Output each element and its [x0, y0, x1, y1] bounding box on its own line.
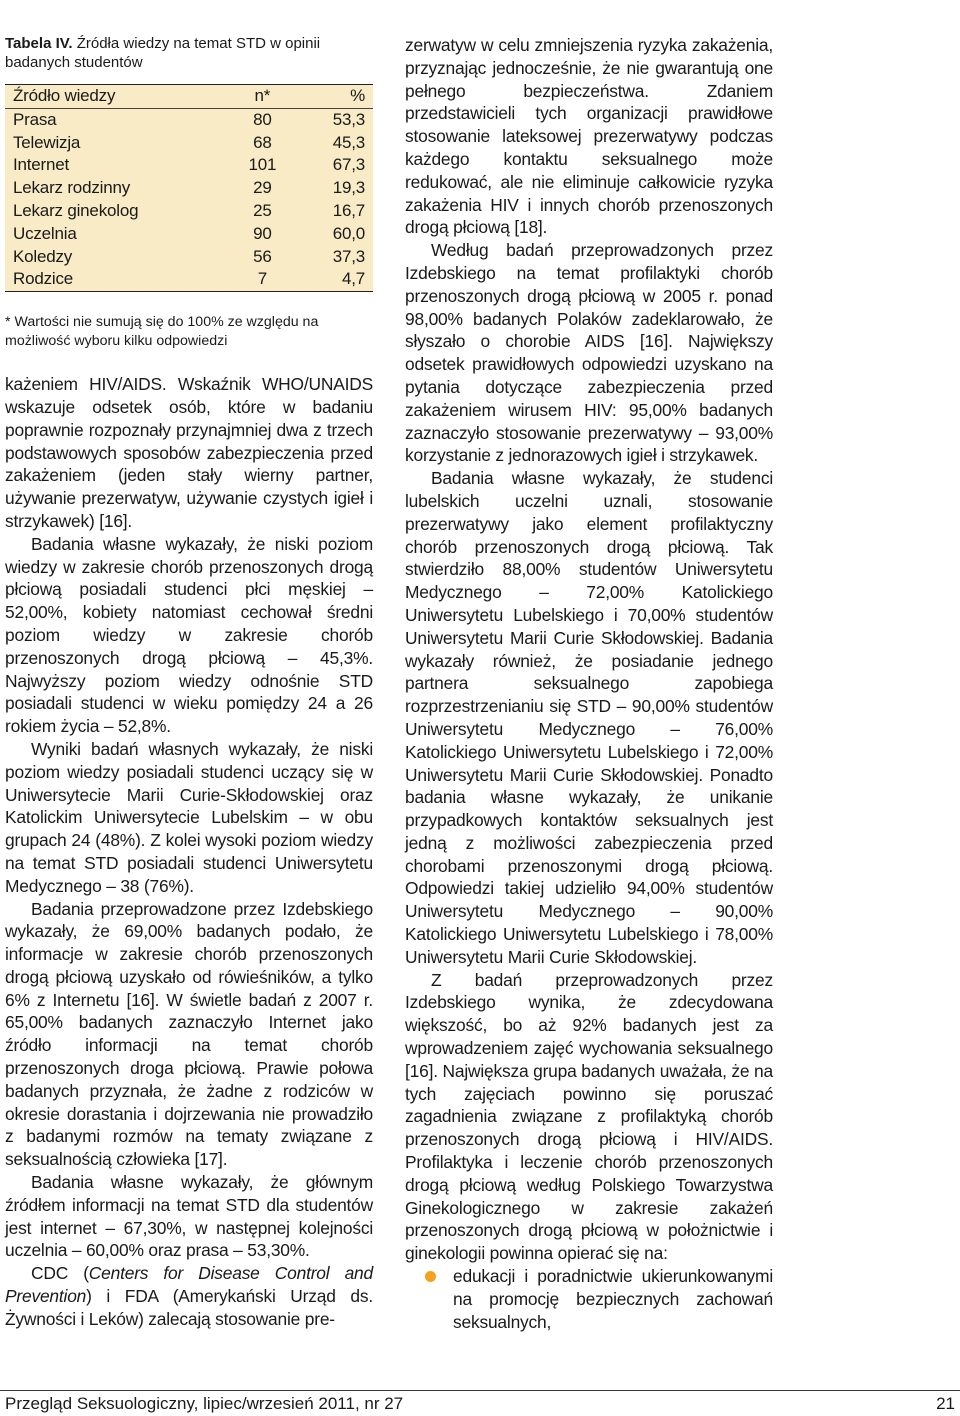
left-column: [5, 34, 373, 1331]
body-paragraph: Badania własne wykazały, że niski poziom wiedzy w zakresie chorób przenoszonych drogą płciową posiadali studenci płci męskiej – 52,00%, kobiety natomiast cechował średni poziom wiedzy w zakresie chorób przenoszonych drogą płciową – 45,3%. Najwyższy poziom wiedzy odnośnie STD posiadali studenci w wieku pomiędzy 24 a 26 rokiem życia – 52,8%.: [5, 533, 373, 737]
count-cell: 68: [253, 132, 272, 152]
count-cell: 7: [257, 269, 267, 289]
page-number: 21: [936, 1394, 955, 1413]
table-row: [5, 154, 373, 177]
count-cell: 90: [253, 223, 272, 243]
body-paragraph: Badania własne wykazały, że głównym źródłem informacji na temat STD dla studentów jest internet – 67,30%, w następnej kolejności uczelnia – 60,00% oraz prasa – 53,30%.: [5, 1172, 373, 1261]
count-cell: 56: [253, 246, 272, 266]
list-item: [405, 1265, 773, 1333]
body-paragraph: każeniem HIV/AIDS. Wskaźnik WHO/UNAIDS wskazuje odsetek osób, które w badaniu poprawnie rozpoznały przynajmniej dwa z trzech podstawowych sposobów zabezpieczenia przed zakażeniem (jeden stały wierny partner, używanie prezerwatyw, używanie czystych igieł i strzykawek) [16].: [5, 374, 373, 531]
source-cell: Rodzice: [13, 269, 74, 289]
source-cell: Lekarz ginekolog: [13, 200, 139, 220]
table-caption-label: Tabela IV.: [5, 35, 73, 52]
table-caption: [5, 34, 373, 72]
percent-cell: 53,3: [332, 109, 365, 129]
count-cell: 80: [253, 109, 272, 129]
page-footer: [0, 1390, 960, 1416]
bullet-list: [405, 1265, 773, 1333]
cdc-text: CDC (: [31, 1263, 89, 1284]
bullet-dot-icon: [425, 1271, 436, 1282]
body-paragraph: Z badań przeprowadzonych przez Izdebskiego wynika, że zdecydowana większość, bo aż 92% badanych jest za wprowadzeniem zajęć wychowania seksualnego [16]. Największa grupa badanych uważała, że na tych zajęciach powinno się poruszać zagadnienia związane z profilaktyką chorób przenoszonych drogą płciową i HIV/AIDS. Profilaktyka i leczenie chorób przenoszonych drogą płciową według Polskiego Towarzystwa Ginekologicznego w zakresie zakażeń przenoszonych drogą płciową w położnictwie i ginekologii powinna opierać się na:: [405, 969, 773, 1264]
percent-cell: 37,3: [332, 246, 365, 266]
table-row: [5, 108, 373, 131]
source-cell: Prasa: [13, 109, 57, 129]
body-paragraph: Według badań przeprowadzonych przez Izdebskiego na temat profilaktyki chorób przenoszonych drogą płciową w 2005 r. ponad 98,00% badanych Polaków zadeklarowało, że słyszało o chorobie AIDS [16]. Największy odsetek prawidłowych odpowiedzi uzyskano na pytania dotyczące zabezpieczenia przed zakażeniem wirusem HIV: 95,00% badanych zaznaczyło stosowanie prezerwatywy – 93,00% korzystanie z jednorazowych igieł i strzykawek.: [405, 240, 773, 466]
table-header-row: [5, 85, 373, 109]
count-cell: 101: [248, 155, 277, 175]
count-cell: 25: [253, 200, 272, 220]
percent-cell: 67,3: [332, 155, 365, 175]
body-paragraph: zerwatyw w celu zmniejszenia ryzyka zakażenia, przyznając jednocześnie, że nie gwarantują one pełnego bezpieczeństwa. Zdaniem przedstawicieli tych organizacji prawidłowe stosowanie lateksowej prezerwatywy podczas każdego kontaktu seksualnego może redukować, ale nie eliminuje całkowicie ryzyka zakażenia HIV i innych chorób przenoszonych drogą płciową [18].: [405, 35, 773, 238]
column-header-source: Źródło wiedzy: [5, 85, 228, 109]
list-item-text: edukacji i poradnictwie ukierunkowanymi na promocję bezpiecznych zachowań seksualnych,: [453, 1266, 773, 1332]
source-cell: Telewizja: [13, 132, 81, 152]
source-cell: Koledzy: [13, 246, 73, 266]
cdc-paragraph: [5, 1262, 373, 1330]
table-row: [5, 132, 373, 155]
percent-cell: 60,0: [332, 223, 365, 243]
column-header-n: n*: [228, 85, 297, 109]
percent-cell: 16,7: [332, 200, 365, 220]
table-footnote: * Wartości nie sumują się do 100% ze względu na możliwość wyboru kilku odpowiedzi: [5, 314, 319, 350]
body-paragraph: Wyniki badań własnych wykazały, że niski poziom wiedzy posiadali studenci uczący się w Uniwersytecie Marii Curie-Skłodowskiej oraz Katolickim Uniwersytecie Lubelskim – w obu grupach 24 (48%). Z kolei wysoki poziom wiedzy na temat STD posiadali studenci Uniwersytetu Medycznego – 38 (76%).: [5, 738, 373, 896]
table-row: [5, 246, 373, 269]
percent-cell: 4,7: [341, 269, 365, 289]
source-cell: Internet: [13, 155, 70, 175]
table-caption-text: Źródła wiedzy na temat STD w opinii badanych studentów: [5, 35, 321, 71]
table-row: [5, 200, 373, 223]
percent-cell: 19,3: [332, 178, 365, 198]
body-paragraph: Badania przeprowadzone przez Izdebskiego wykazały, że 69,00% badanych podało, że informacje w zakresie chorób przenoszonych drogą płciową uzyskało od rówieśników, a tylko 6% z Internetu [16]. W świetle badań z 2007 r. 65,00% badanych zaznaczyło Internet jako źródło informacji na temat chorób przenoszonych droga płciową. Prawie połowa badanych przyznała, że żadne z rodziców w okresie dorastania i dojrzewania nie prowadziło z badanymi rozmów na tematy związane z seksualnością człowieka [17].: [5, 898, 373, 1170]
count-cell: 29: [253, 178, 272, 198]
table-row: [5, 223, 373, 246]
cdc-text-continued: ) i FDA (Amerykański Urząd ds. Żywności i Leków) zalecają stosowanie pre-: [5, 1286, 373, 1329]
source-cell: Uczelnia: [13, 223, 77, 243]
right-column: [405, 34, 773, 1333]
percent-cell: 45,3: [332, 132, 365, 152]
sources-table: [5, 84, 373, 292]
table-row: [5, 268, 373, 291]
journal-citation: Przegląd Seksuologiczny, lipiec/wrzesień 2011, nr 27: [5, 1394, 404, 1413]
cdc-italic-name: Centers for Disease Control and Prevention: [5, 1263, 373, 1307]
column-header-percent: %: [297, 85, 373, 109]
source-cell: Lekarz rodzinny: [13, 178, 131, 198]
table-row: [5, 177, 373, 200]
body-paragraph: Badania własne wykazały, że studenci lubelskich uczelni uznali, stosowanie prezerwatywy jako element profilaktyczny chorób przenoszonych drogą płciową. Tak stwierdziło 88,00% studentów Uniwersytetu Medycznego – 72,00% Katolickiego Uniwersytetu Lubelskiego i 70,00% studentów Uniwersytetu Marii Curie Skłodowskiej. Badania wykazały również, że posiadanie jednego partnera seksualnego zapobiega rozprzestrzenianiu się STD – 90,00% studentów Uniwersytetu Medycznego – 76,00% Katolickiego Uniwersytetu Lubelskiego i 72,00% Uniwersytetu Marii Curie Skłodowskiej. Ponadto badania własne wykazały, że unikanie przypadkowych kontaktów seksualnych jest jedną z możliwości zabezpieczenia przed chorobami przenoszonymi drogą płciową. Odpowiedzi takiej udzieliło 94,00% studentów Uniwersytetu Medycznego – 90,00% Katolickiego Uniwersytetu Lubelskiego i 78,00% Uniwersytetu Marii Curie Skłodowskiej.: [405, 468, 773, 967]
